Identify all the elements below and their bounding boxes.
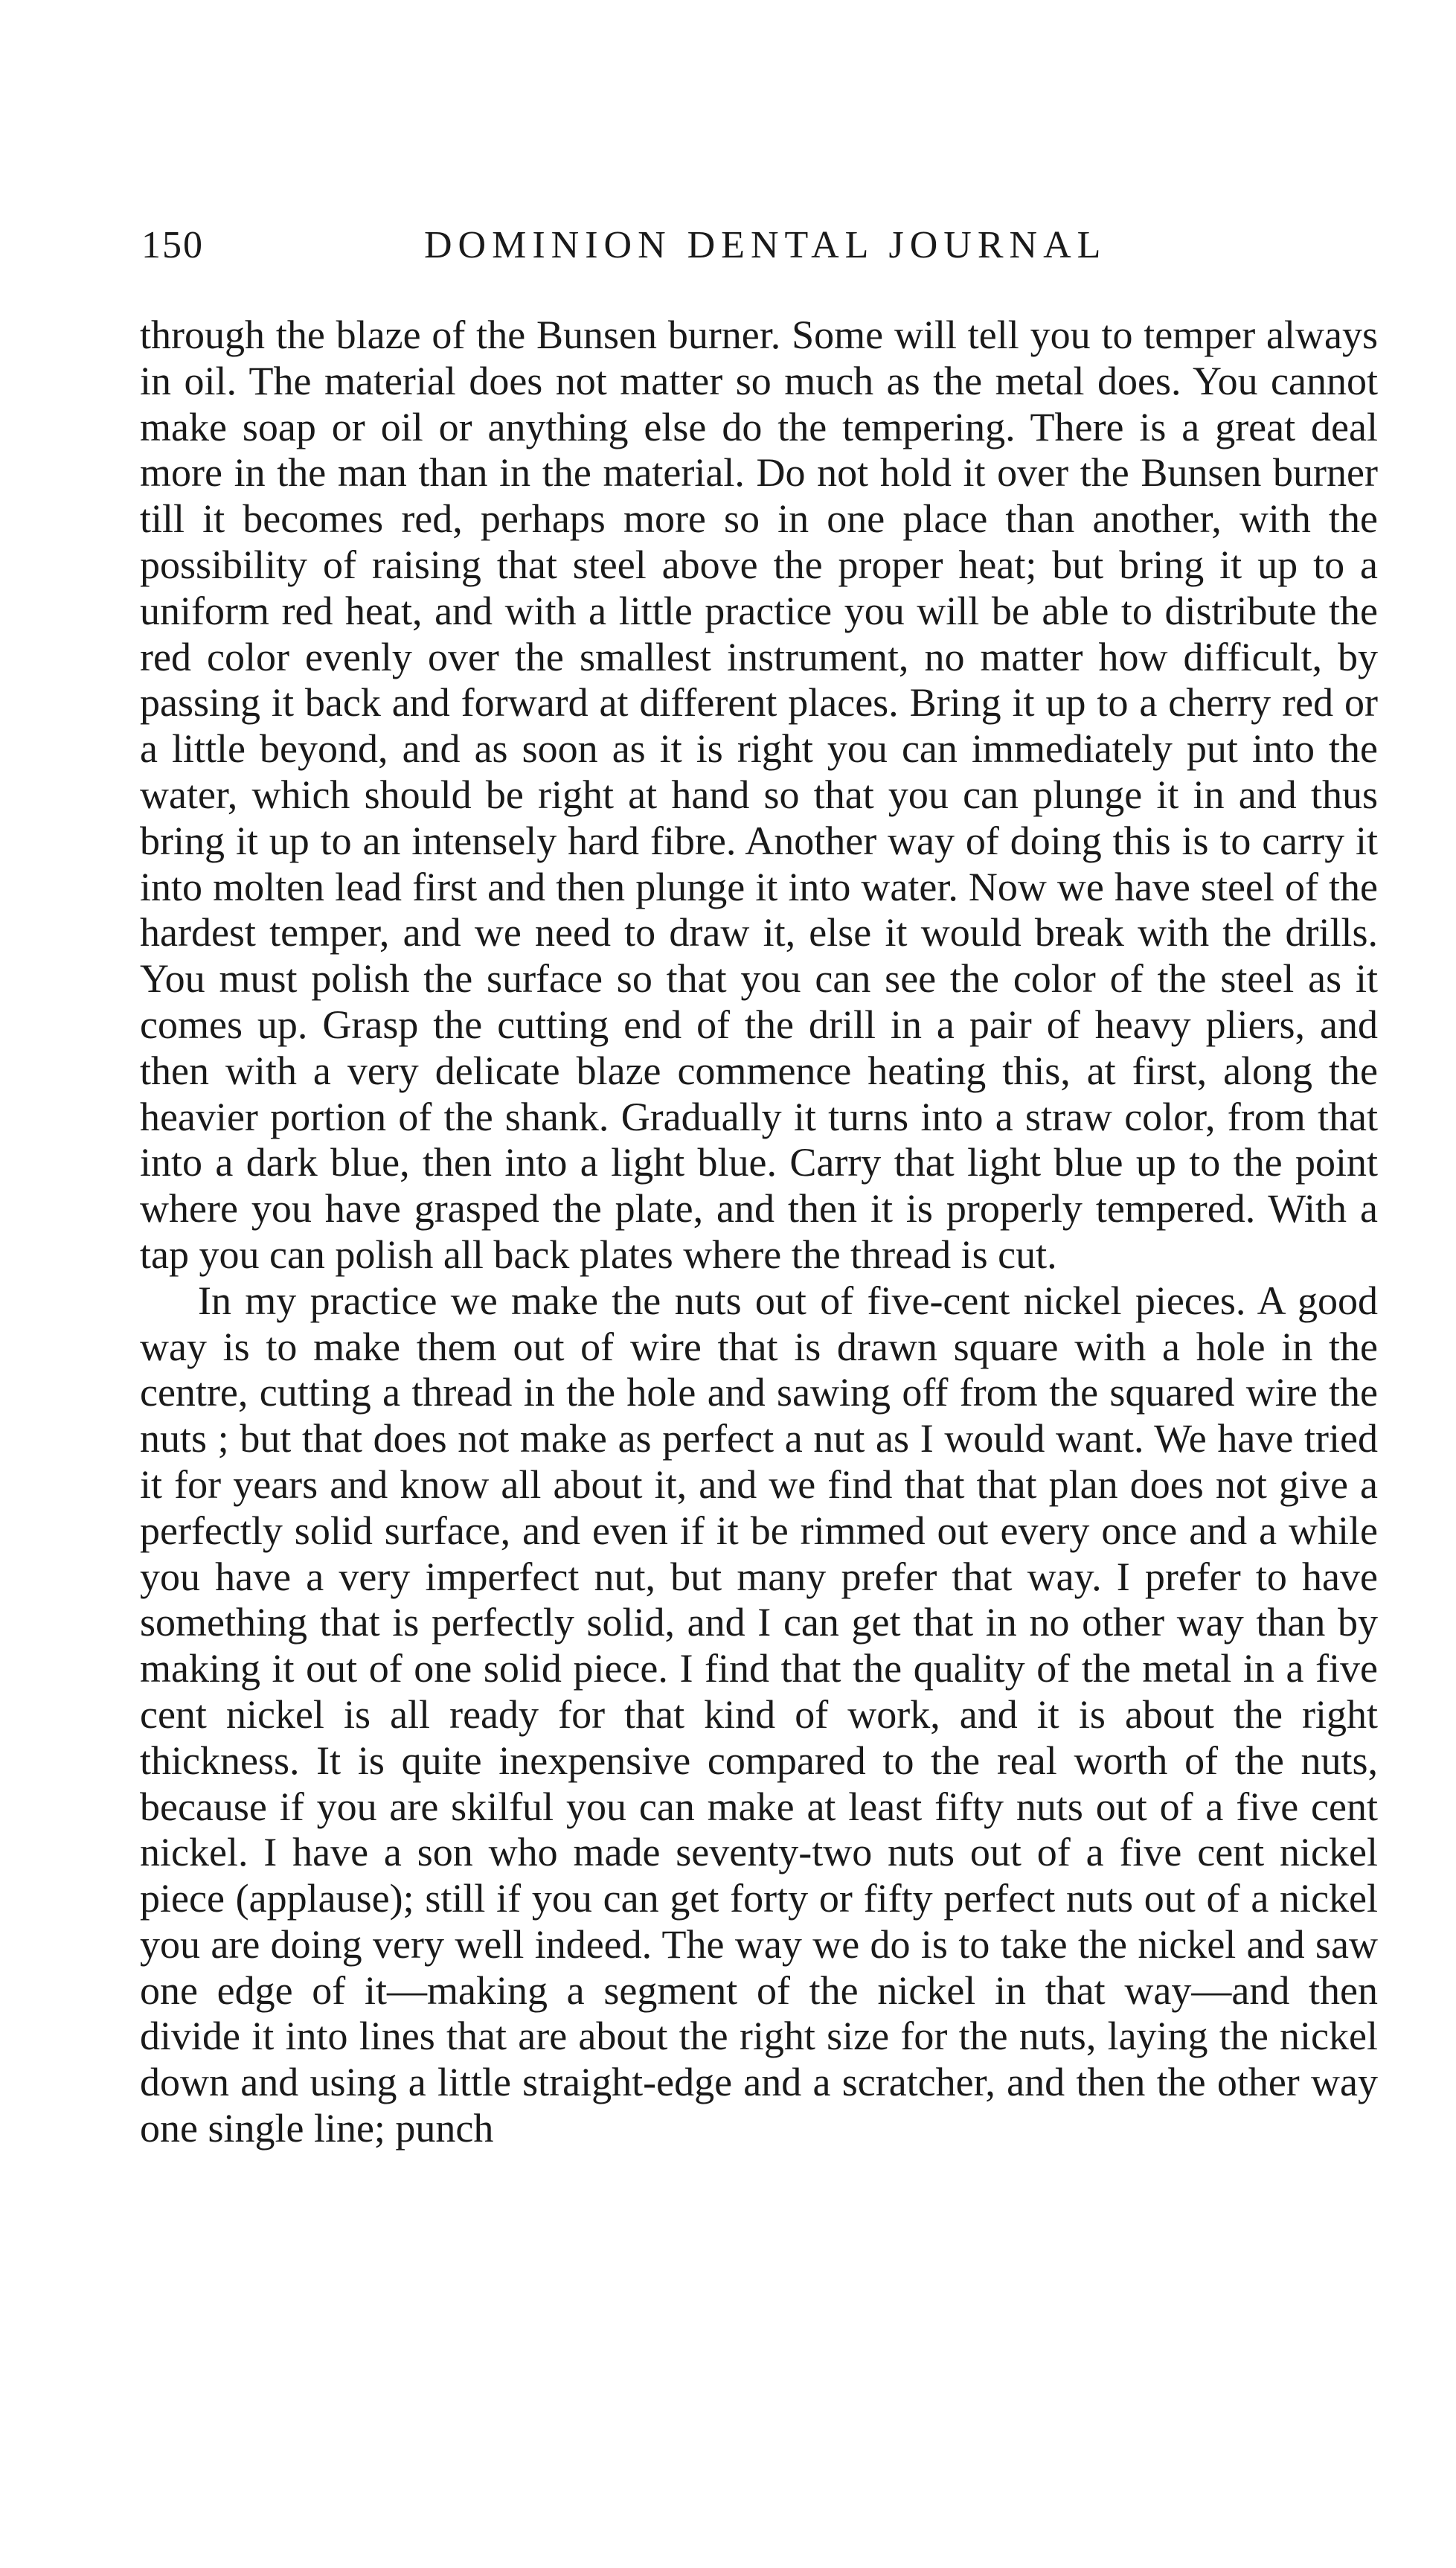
body-text [140,313,1378,2152]
running-head [141,223,1376,283]
page-number: 150 [141,224,204,266]
paragraph-nuts: In my practice we make the nuts out of five-cent nickel pieces. A good way is to make them out of wire that is drawn square with a hole in the centre, cutting a thread in the hole and sawing off from the squared wire the nuts ; but that does not make as perfect a nut as I would want. We have tried it for years and know all about it, and we find that that plan does not give a perfectly solid surface, and even if it be rimmed out every once and a while you have a very imperfect nut, but many prefer that way. I prefer to have something that is perfectly solid, and I can get that in no other way than by making it out of one solid piece. I find that the quality of the metal in a five cent nickel is all ready for that kind of work, and it is about the right thickness. It is quite inexpensive compared to the real worth of the nuts, because if you are skilful you can make at least fifty nuts out of a five cent nickel. I have a son who made seventy-two nuts out of a five cent nickel piece (applause); still if you can get forty or fifty perfect nuts out of a nickel you are doing very well indeed. The way we do is to take the nickel and saw one edge of it—making a segment of the nickel in that way—and then divide it into lines that are about the right size for the nuts, laying the nickel down and using a little straight-edge and a scratcher, and then the other way one single line; punch [140,1278,1378,2151]
paragraph-tempering: through the blaze of the Bunsen burner. Some will tell you to temper always in oil. The material does not matter so much as the metal does. You cannot make soap or oil or anything else do the tempering. There is a great deal more in the man than in the material. Do not hold it over the Bunsen burner till it becomes red, perhaps more so in one place than another, with the possibility of raising that steel above the proper heat; but bring it up to a uniform red heat, and with a little practice you will be able to distribute the red color evenly over the smallest instrument, no matter how difficult, by passing it back and forward at different places. Bring it up to a cherry red or a little beyond, and as soon as it is right you can immediately put into the water, which should be right at hand so that you can plunge it in and thus bring it up to an intensely hard fibre. Another way of doing this is to carry it into molten lead first and then plunge it into water. Now we have steel of the hardest temper, and we need to draw it, else it would break with the drills. You must polish the surface so that you can see the color of the steel as it comes up. Grasp the cutting end of the drill in a pair of heavy pliers, and then with a very delicate blaze commence heating this, at first, along the heavier portion of the shank. Gradually it turns into a straw color, from that into a dark blue, then into a light blue. Carry that light blue up to the point where you have grasped the plate, and then it is properly tempered. With a tap you can polish all back plates where the thread is cut. [140,313,1378,1277]
journal-title: DOMINION DENTAL JOURNAL [424,224,1107,266]
